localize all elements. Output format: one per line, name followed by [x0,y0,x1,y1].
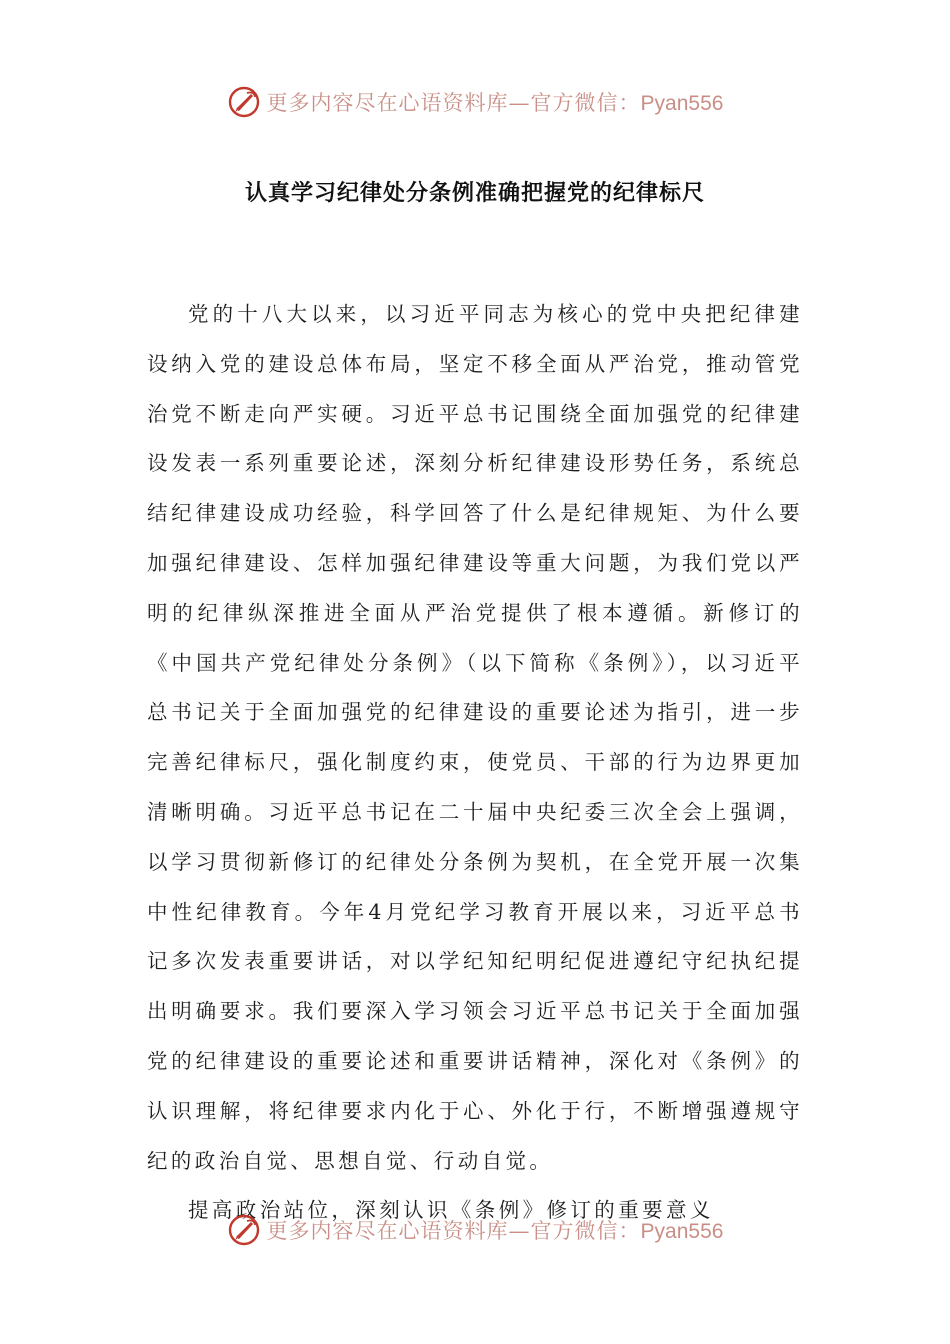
header-wechat-id: Pyan556 [640,92,724,115]
footer-wechat-id: Pyan556 [640,1220,724,1243]
header-banner-label: 更多内容尽在心语资料库—官方微信： [266,91,641,115]
quill-pen-logo-icon [227,1213,261,1247]
article-body [147,290,803,1236]
header-banner [0,82,950,122]
section-heading: 提高政治站位，深刻认识《条例》修订的重要意义 [188,1198,714,1223]
footer-banner-text [267,1215,724,1245]
article-title: 认真学习纪律处分条例准确把握党的纪律标尺 [244,181,705,206]
footer-banner-label: 更多内容尽在心语资料库—官方微信： [266,1219,641,1243]
header-banner-text [267,87,724,117]
quill-pen-logo-icon [227,85,261,119]
footer-banner [0,1210,950,1250]
article-paragraph: 党的十八大以来，以习近平同志为核心的党中央把纪律建设纳入党的建设总体布局，坚定不移全面从严治党，推动管党治党不断走向严实硬。习近平总书记围绕全面加强党的纪律建设发表一系列重要论述，深刻分析纪律建设形势任务，系统总结纪律建设成功经验，科学回答了什么是纪律规矩、为什么要加强纪律建设、怎样加强纪律建设等重大问题，为我们党以严明的纪律纵深推进全面从严治党提供了根本遵循。新修订的《中国共产党纪律处分条例》（以下简称《条例》），以习近平总书记关于全面加强党的纪律建设的重要论述为指引，进一步完善纪律标尺，强化制度约束，使党员、干部的行为边界更加清晰明确。习近平总书记在二十届中央纪委三次全会上强调，以学习贯彻新修订的纪律处分条例为契机，在全党开展一次集中性纪律教育。今年4月党纪学习教育开展以来，习近平总书记多次发表重要讲话，对以学纪知纪明纪促进遵纪守纪执纪提出明确要求。我们要深入学习领会习近平总书记关于全面加强党的纪律建设的重要论述和重要讲话精神，深化对《条例》的认识理解，将纪律要求内化于心、外化于行，不断增强遵规守纪的政治自觉、思想自觉、行动自觉。 [147,302,803,1173]
